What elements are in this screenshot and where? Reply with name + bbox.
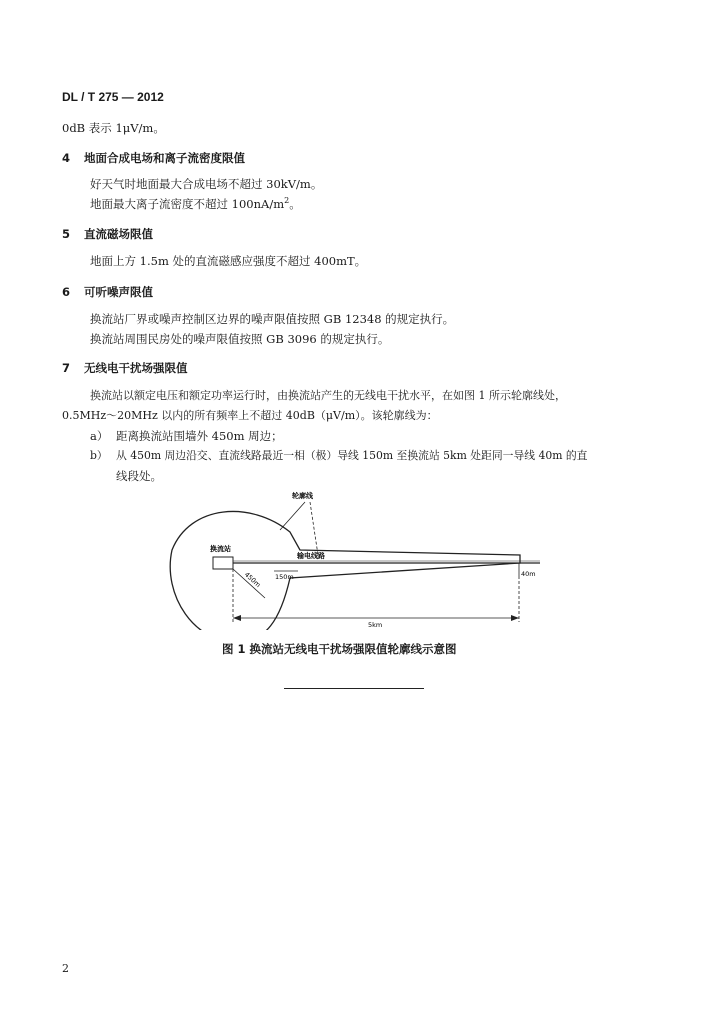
section-6-line-2: 换流站周围民房处的噪声限值按照 GB 3096 的规定执行。 [90, 332, 390, 346]
section-7-heading [62, 360, 188, 376]
dim-5km-arrow-right [511, 615, 519, 621]
contour-leader-1 [280, 502, 305, 530]
contour-label: 轮廓线 [292, 492, 313, 500]
section-4-number: 4 [62, 151, 71, 165]
dim-5km-arrow-left [233, 615, 241, 621]
section-5-line-1: 地面上方 1.5m 处的直流磁感应强度不超过 400mT。 [90, 254, 367, 268]
section-4-line-1: 好天气时地面最大合成电场不超过 30kV/m。 [90, 177, 323, 191]
item-b-text-line-1: 从 450m 周边沿交、直流线路最近一相（极）导线 150m 至换流站 5km 处距同一导线 40m 的直 [116, 449, 588, 462]
section-6-line-1: 换流站厂界或噪声控制区边界的噪声限值按照 GB 12348 的规定执行。 [90, 312, 455, 326]
station-box [213, 557, 233, 569]
dim-40m-label: 40m [521, 570, 536, 578]
section-4-line-2-end: 。 [289, 197, 301, 211]
section-4-line-2 [90, 196, 301, 212]
section-7-item-b [90, 448, 587, 463]
item-b-text-line-2: 线段处。 [116, 469, 162, 483]
page-number: 2 [62, 962, 69, 975]
section-4-line-2-sup: 2 [284, 196, 290, 206]
section-7-paragraph-line-2: 0.5MHz～20MHz 以内的所有频率上不超过 40dB（μV/m）。该轮廓线为： [62, 409, 438, 422]
section-6-heading [62, 284, 153, 300]
section-6-title: 可听噪声限值 [84, 285, 153, 299]
document-id-header: DL / T 275 — 2012 [62, 90, 164, 104]
section-7-number: 7 [62, 361, 71, 375]
section-7-title: 无线电干扰场强限值 [84, 361, 188, 375]
item-b-label: b） [90, 449, 108, 462]
section-4-title: 地面合成电场和离子流密度限值 [84, 151, 245, 165]
section-6-number: 6 [62, 285, 71, 299]
figure-1-diagram [0, 480, 701, 630]
intro-line: 0dB 表示 1μV/m。 [62, 121, 165, 135]
figure-1-caption: 图 1 换流站无线电干扰场强限值轮廓线示意图 [222, 642, 457, 656]
contour-leader-2 [310, 502, 318, 555]
item-a-label: a） [90, 429, 109, 443]
dim-450m-label: 450m [242, 570, 263, 590]
dim-5km-label: 5km [368, 621, 383, 629]
section-7-paragraph-line-1: 换流站以额定电压和额定功率运行时，由换流站产生的无线电干扰水平，在如图 1 所示轮廓线处， [90, 389, 566, 402]
section-5-title: 直流磁场限值 [84, 227, 153, 241]
station-label: 换流站 [210, 545, 231, 553]
section-4-line-2-main: 地面最大离子流密度不超过 100nA/m [90, 197, 285, 211]
dim-150m-label: 150m [275, 573, 294, 581]
section-4-heading [62, 150, 245, 166]
contour-outline [170, 511, 520, 630]
section-5-heading [62, 226, 153, 242]
item-a-text: 距离换流站围墙外 450m 周边； [116, 429, 283, 443]
transmission-line-label: 输电线路 [297, 552, 325, 560]
section-7-item-a [90, 428, 283, 444]
end-rule [284, 688, 424, 689]
section-5-number: 5 [62, 227, 71, 241]
